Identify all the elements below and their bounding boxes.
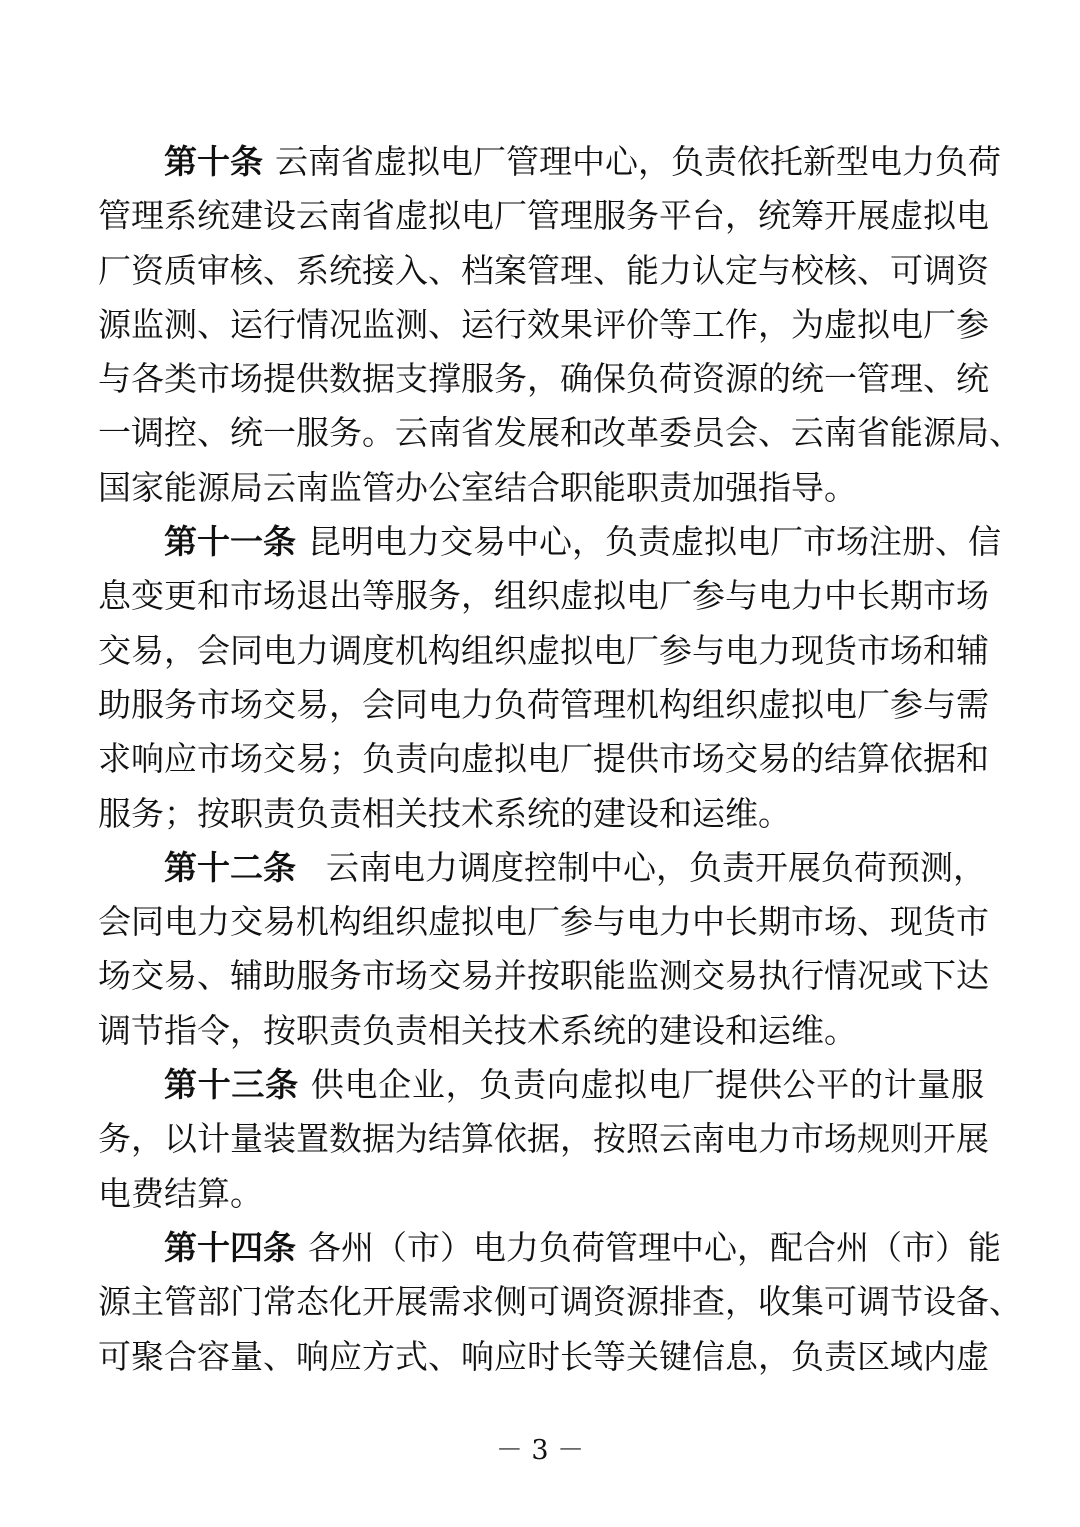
article-line: 息变更和市场退出等服务，组织虚拟电厂参与电力中长期市场 — [98, 576, 989, 616]
article-line: 会同电力交易机构组织虚拟电厂参与电力中长期市场、现货市 — [98, 902, 989, 942]
article-line: 交易，会同电力调度机构组织虚拟电厂参与电力现货市场和辅 — [98, 630, 989, 670]
article-line: 调节指令，按职责负责相关技术系统的建设和运维。 — [98, 1010, 857, 1050]
article-line: 源主管部门常态化开展需求侧可调资源排查，收集可调节设备、 — [98, 1282, 1022, 1322]
article-line: 源监测、运行情况监测、运行效果评价等工作，为虚拟电厂参 — [98, 304, 989, 344]
article-heading: 第十一条 — [164, 522, 296, 562]
article-line: 助服务市场交易，会同电力负荷管理机构组织虚拟电厂参与需 — [98, 684, 989, 724]
article-heading: 第十三条 — [164, 1065, 299, 1105]
document-page — [98, 135, 1022, 1384]
article-line: 场交易、辅助服务市场交易并按职能监测交易执行情况或下达 — [98, 956, 989, 996]
article-11 — [98, 515, 1001, 841]
article-heading: 第十四条 — [164, 1227, 296, 1267]
article-line: 一调控、统一服务。云南省发展和改革委员会、云南省能源局、 — [98, 413, 1022, 453]
article-line: 管理系统建设云南省虚拟电厂管理服务平台，统筹开展虚拟电 — [98, 196, 989, 236]
article-text: 各州（市）电力负荷管理中心，配合州（市）能 — [308, 1227, 1001, 1267]
article-heading: 第十条 — [164, 142, 263, 181]
article-line: 国家能源局云南监管办公室结合职能职责加强指导。 — [98, 467, 857, 507]
article-text: 云南电力调度控制中心，负责开展负荷预测， — [326, 847, 986, 887]
article-text: 供电企业，负责向虚拟电厂提供公平的计量服 — [310, 1065, 985, 1105]
article-line: 电费结算。 — [98, 1173, 263, 1213]
article-line: 服务；按职责负责相关技术系统的建设和运维。 — [98, 793, 791, 833]
article-line: 厂资质审核、系统接入、档案管理、能力认定与校核、可调资 — [98, 250, 989, 290]
article-line: 求响应市场交易；负责向虚拟电厂提供市场交易的结算依据和 — [98, 739, 989, 779]
article-line — [98, 1058, 984, 1112]
article-line: 务，以计量装置数据为结算依据，按照云南电力市场规则开展 — [98, 1119, 989, 1159]
article-line: 可聚合容量、响应方式、响应时长等关键信息，负责区域内虚 — [98, 1336, 989, 1376]
article-line — [98, 841, 984, 895]
article-text: 昆明电力交易中心，负责虚拟电厂市场注册、信 — [308, 522, 1001, 562]
article-text: 云南省虚拟电厂管理中心，负责依托新型电力负荷 — [275, 142, 1001, 181]
article-line — [98, 515, 1001, 569]
article-12 — [98, 841, 989, 1058]
article-13 — [98, 1058, 989, 1221]
page-number: － 3 － — [495, 1435, 585, 1466]
article-heading: 第十二条 — [164, 847, 296, 887]
article-10 — [98, 135, 1022, 515]
article-line: 与各类市场提供数据支撑服务，确保负荷资源的统一管理、统 — [98, 359, 989, 399]
article-14 — [98, 1221, 1022, 1384]
article-line — [98, 135, 1001, 189]
article-line — [98, 1221, 1001, 1275]
